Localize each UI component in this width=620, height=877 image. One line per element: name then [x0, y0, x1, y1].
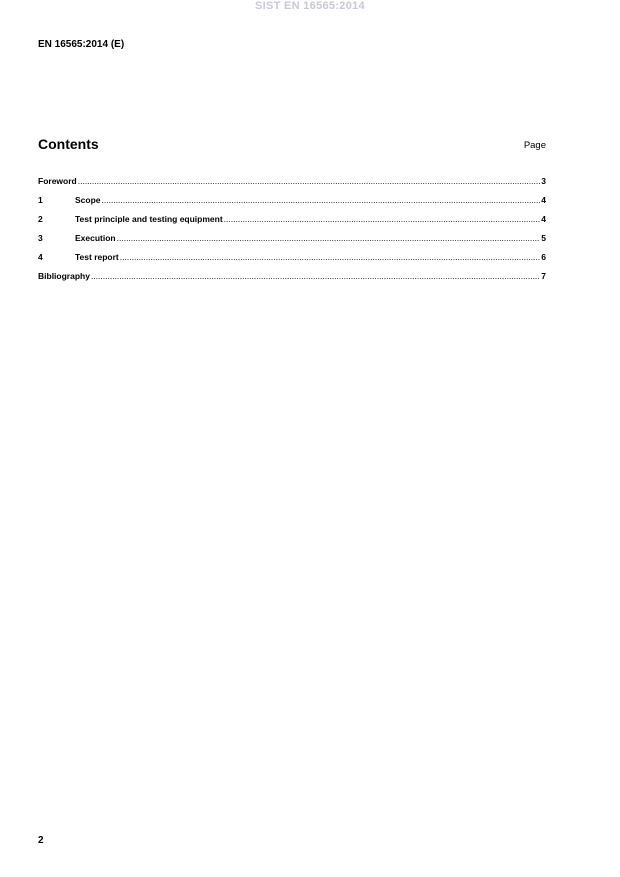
toc-dot-leader	[102, 195, 541, 205]
toc-entry-bibliography[interactable]	[38, 271, 546, 290]
toc-entry-page: 4	[541, 195, 546, 205]
toc-entry-page: 6	[541, 252, 546, 262]
toc-entry-test-report[interactable]	[38, 252, 546, 271]
toc-entry-title: Scope	[75, 195, 101, 205]
toc-entry-title: Foreword	[38, 176, 77, 186]
toc-entry-page: 5	[541, 233, 546, 243]
table-of-contents	[38, 176, 546, 290]
toc-entry-page: 3	[541, 176, 546, 186]
contents-heading: Contents	[38, 136, 99, 152]
toc-entry-title: Test report	[75, 252, 119, 262]
toc-entry-number: 1	[38, 195, 43, 205]
toc-dot-leader	[117, 233, 541, 243]
watermark: SIST EN 16565:2014	[255, 0, 365, 12]
toc-dot-leader	[120, 252, 540, 262]
toc-entry-number: 2	[38, 214, 43, 224]
toc-dot-leader	[78, 176, 541, 186]
toc-entry-title: Test principle and testing equipment	[75, 214, 223, 224]
toc-entry-title: Bibliography	[38, 271, 90, 281]
toc-entry-page: 4	[541, 214, 546, 224]
toc-entry-execution[interactable]	[38, 233, 546, 252]
toc-entry-test-principle[interactable]	[38, 214, 546, 233]
toc-entry-number: 4	[38, 252, 43, 262]
toc-entry-scope[interactable]	[38, 195, 546, 214]
toc-entry-title: Execution	[75, 233, 116, 243]
toc-dot-leader	[91, 271, 540, 281]
toc-entry-foreword[interactable]	[38, 176, 546, 195]
toc-entry-page: 7	[541, 271, 546, 281]
page-column-label: Page	[523, 140, 546, 151]
toc-entry-number: 3	[38, 233, 43, 243]
toc-dot-leader	[224, 214, 541, 224]
document-identifier: EN 16565:2014 (E)	[38, 39, 125, 50]
page-number: 2	[38, 835, 44, 846]
